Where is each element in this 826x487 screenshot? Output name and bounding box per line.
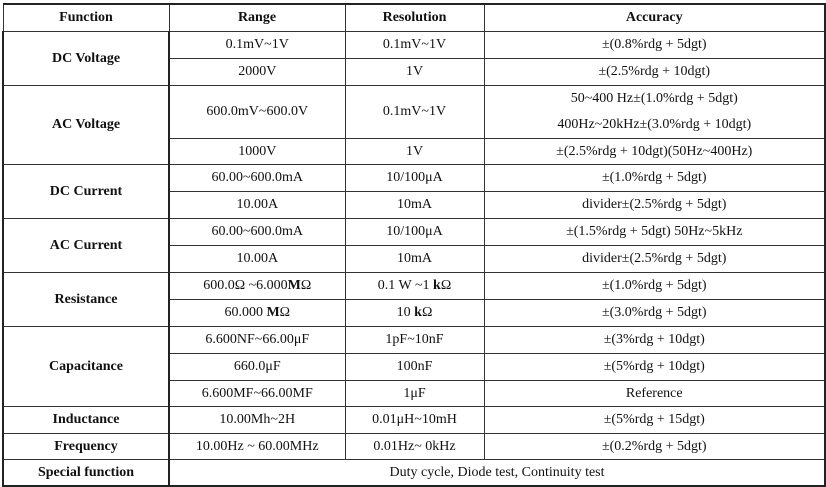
accuracy-cell: ±(5%rdg + 15dgt) [484,406,825,433]
resolution-cell [345,299,484,326]
resolution-cell: 10/100μA [345,218,484,245]
table-row [3,164,825,191]
range-cell [169,299,345,326]
accuracy-cell: ±(3%rdg + 10dgt) [484,326,825,353]
resolution-cell: 1pF~10nF [345,326,484,353]
function-dc-current: DC Current [3,164,169,218]
function-ac-voltage: AC Voltage [3,85,169,164]
accuracy-cell: ±(5%rdg + 10dgt) [484,353,825,380]
resolution-cell [345,272,484,299]
range-cell [169,272,345,299]
range-text: 600.0Ω ~6.000 [203,278,288,293]
accuracy-cell: ±(0.2%rdg + 5dgt) [484,433,825,459]
range-cell: 2000V [169,58,345,85]
table-row [3,326,825,353]
accuracy-cell: ±(2.5%rdg + 10dgt)(50Hz~400Hz) [484,138,825,164]
accuracy-line: 400Hz~20kHz±(3.0%rdg + 10dgt) [557,116,752,132]
function-special: Special function [3,459,169,486]
range-cell: 600.0mV~600.0V [169,85,345,138]
function-frequency: Frequency [3,433,169,459]
resolution-cell: 10mA [345,191,484,218]
resolution-unit-prefix: k [433,278,441,293]
accuracy-cell: ±(1.0%rdg + 5dgt) [484,164,825,191]
table-row [3,272,825,299]
accuracy-cell: ±(3.0%rdg + 5dgt) [484,299,825,326]
ohm-symbol: Ω [300,278,312,293]
range-unit-prefix: M [287,278,301,293]
resolution-cell: 0.1mV~1V [345,31,484,58]
range-unit-prefix: M [266,305,280,320]
table-row [3,459,825,486]
range-cell: 660.0μF [169,353,345,380]
resolution-text: 10 [396,305,415,320]
resolution-cell: 100nF [345,353,484,380]
resolution-cell: 0.1mV~1V [345,85,484,138]
accuracy-cell: Reference [484,380,825,406]
function-inductance: Inductance [3,406,169,433]
range-cell: 10.00A [169,245,345,272]
header-resolution: Resolution [345,4,484,31]
ohm-symbol: Ω [279,305,291,320]
ohm-symbol: Ω [440,278,452,293]
range-cell: 0.1mV~1V [169,31,345,58]
ohm-symbol: Ω [421,305,433,320]
header-accuracy: Accuracy [484,4,825,31]
function-capacitance: Capacitance [3,326,169,406]
resolution-cell: 10mA [345,245,484,272]
accuracy-cell [484,85,825,138]
range-cell: 6.600MF~66.00MF [169,380,345,406]
function-ac-current: AC Current [3,218,169,272]
table-row [3,85,825,138]
accuracy-cell: ±(2.5%rdg + 10dgt) [484,58,825,85]
table-row [3,433,825,459]
header-function: Function [3,4,169,31]
table-row [3,406,825,433]
resolution-cell: 10/100μA [345,164,484,191]
resolution-cell: 1V [345,58,484,85]
header-range: Range [169,4,345,31]
spec-table [2,3,826,487]
accuracy-cell: divider±(2.5%rdg + 5dgt) [484,245,825,272]
resolution-text: 0.1 W ~1 [377,278,434,293]
range-cell: 6.600NF~66.00μF [169,326,345,353]
resolution-cell: 1μF [345,380,484,406]
range-cell: 10.00Hz ~ 60.00MHz [169,433,345,459]
accuracy-cell: ±(1.5%rdg + 5dgt) 50Hz~5kHz [484,218,825,245]
range-cell: 60.00~600.0mA [169,164,345,191]
range-cell: 1000V [169,138,345,164]
range-cell: 10.00A [169,191,345,218]
accuracy-cell: ±(1.0%rdg + 5dgt) [484,272,825,299]
range-text: 60.000 [224,305,267,320]
function-dc-voltage: DC Voltage [3,31,169,85]
range-cell: 10.00Mh~2H [169,406,345,433]
resolution-unit-prefix: k [414,305,422,320]
accuracy-cell: divider±(2.5%rdg + 5dgt) [484,191,825,218]
special-function-cell: Duty cycle, Diode test, Continuity test [169,459,825,486]
accuracy-line: 50~400 Hz±(1.0%rdg + 5dgt) [570,90,738,106]
resolution-cell: 0.01Hz~ 0kHz [345,433,484,459]
table-row [3,218,825,245]
range-cell: 60.00~600.0mA [169,218,345,245]
accuracy-cell: ±(0.8%rdg + 5dgt) [484,31,825,58]
header-row [3,4,825,31]
function-resistance: Resistance [3,272,169,326]
resolution-cell: 1V [345,138,484,164]
resolution-cell: 0.01μH~10mH [345,406,484,433]
table-row [3,31,825,58]
